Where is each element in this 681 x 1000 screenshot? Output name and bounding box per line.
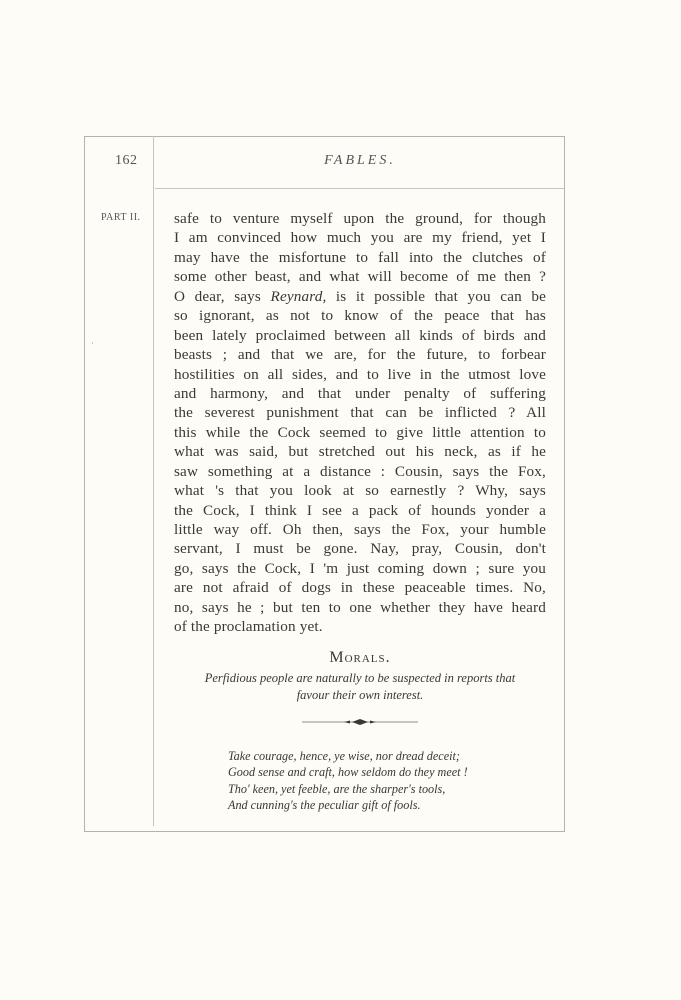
body-line: safe to venture myself upon the ground, for though <box>174 210 546 227</box>
body-line: no, says he ; but ten to one whether they have heard <box>174 598 546 616</box>
body-line: the severest punishment that can be inflicted ? All <box>174 404 546 422</box>
body-line: the Cock, I think I see a pack of hounds yonder a <box>174 501 546 519</box>
header-rule <box>155 188 565 189</box>
body-line: servant, I must be gone. Nay, pray, Cousin, don't <box>174 540 546 558</box>
ornament-divider <box>300 716 420 728</box>
moral-line: Perfidious people are naturally to be suspected in reports that <box>204 671 516 685</box>
body-line: so ignorant, as not to know of the peace that has <box>174 307 546 325</box>
part-label: PART II. <box>101 212 141 223</box>
verse-line: Good sense and craft, how seldom do they meet ! <box>228 765 468 780</box>
margin-rule <box>153 136 154 826</box>
italic-name: Reynard, <box>270 287 327 305</box>
body-line: hostilities on all sides, and to live in the utmost love <box>174 365 546 383</box>
body-line: been lately proclaimed between all kinds of birds and <box>174 326 546 344</box>
body-line: beasts ; and that we are, for the future, to forbear <box>174 346 546 364</box>
moral-text <box>170 670 550 704</box>
body-line: and harmony, and that under penalty of suffering <box>174 384 546 402</box>
body-line: saw something at a distance : Cousin, says the Fox, <box>174 462 546 480</box>
body-line: what was said, but stretched out his neck, as if he <box>174 443 546 461</box>
morals-heading: Morals. <box>329 649 391 666</box>
verse-line: Tho' keen, yet feeble, are the sharper's tools, <box>228 781 446 796</box>
margin-mark: · <box>91 338 94 348</box>
body-line: may have the misfortune to fall into the clutches of <box>174 248 546 266</box>
body-line: I am convinced how much you are my friend, yet I <box>174 229 546 247</box>
moral-line: favour their own interest. <box>296 688 424 702</box>
body-line: are not afraid of dogs in these peaceable times. No, <box>174 579 546 597</box>
body-line: O dear, says Reynard, is it possible that you can be <box>174 287 546 305</box>
body-line: little way off. Oh then, says the Fox, your humble <box>174 521 546 538</box>
page-number: 162 <box>115 153 138 168</box>
body-line: of the proclamation yet. <box>174 618 323 636</box>
body-text <box>174 209 546 637</box>
body-line: go, says the Cock, I 'm just coming down ; sure you <box>174 559 546 577</box>
verse <box>228 748 468 813</box>
verse-line: And cunning's the peculiar gift of fools. <box>228 797 421 812</box>
running-title: FABLES. <box>324 153 396 168</box>
body-line: this while the Cock seemed to give little attention to <box>174 423 546 441</box>
verse-line: Take courage, hence, ye wise, nor dread deceit; <box>228 749 460 763</box>
body-line: what 's that you look at so earnestly ? Why, says <box>174 482 546 500</box>
body-line: some other beast, and what will become of me then ? <box>174 268 546 286</box>
